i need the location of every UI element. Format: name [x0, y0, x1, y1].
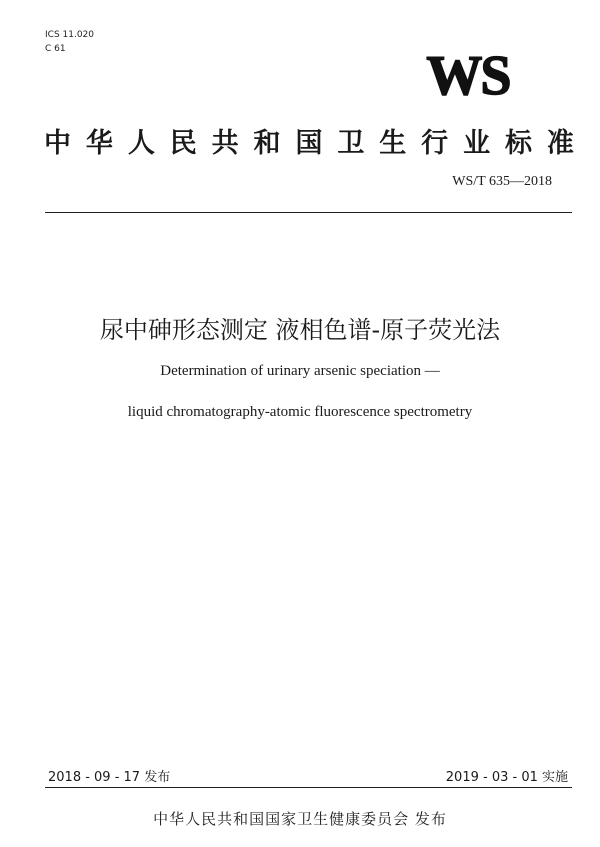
org-title-char: 生 [379, 127, 407, 159]
org-title-char: 国 [295, 127, 323, 159]
footer-divider [45, 787, 572, 788]
org-title-char: 准 [546, 127, 574, 159]
org-title-char: 行 [421, 127, 449, 159]
org-title-char: 民 [169, 127, 197, 159]
standard-number: WS/T 635—2018 [452, 174, 552, 189]
title-english-line-1: Determination of urinary arsenic speciation — [160, 363, 440, 379]
org-title-char: 卫 [337, 127, 365, 159]
implementation-date: 2019 - 03 - 01 实施 [445, 770, 568, 785]
org-title-char: 标 [504, 127, 532, 159]
org-title-char: 人 [127, 127, 155, 159]
classification-codes [45, 28, 94, 56]
header-divider [45, 212, 572, 213]
ws-logo [398, 50, 538, 102]
title-chinese: 尿中砷形态测定 液相色谱-原子荧光法 [99, 316, 501, 344]
org-title-char: 华 [85, 127, 113, 159]
ics-code: ICS 11.020 [45, 30, 95, 40]
org-title-char: 业 [463, 127, 491, 159]
org-title-char: 中 [44, 127, 71, 159]
ws-logo-text: WS [426, 50, 510, 102]
issuing-authority: 中华人民共和国国家卫生健康委员会 发布 [153, 810, 447, 828]
industry-standard-title [44, 120, 574, 160]
title-english-line-2: liquid chromatography-atomic fluorescence spectrometry [127, 404, 473, 420]
org-title-char: 和 [253, 127, 281, 159]
ccs-code: C 61 [45, 44, 66, 54]
org-title-char: 共 [211, 127, 239, 159]
issue-date: 2018 - 09 - 17 发布 [48, 770, 171, 785]
